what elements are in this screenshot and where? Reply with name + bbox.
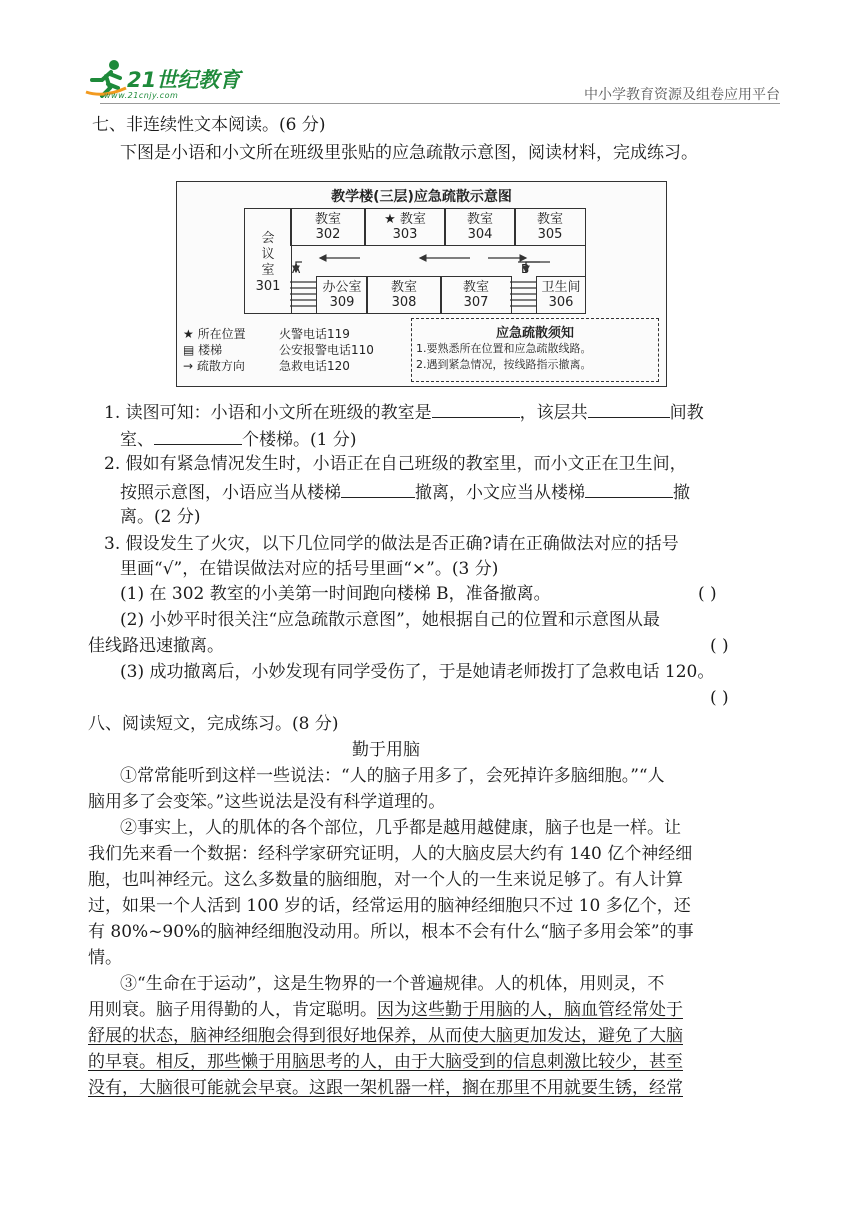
- phone-police: 公安报警电话110: [279, 343, 374, 357]
- paragraph-2: 过，如果一个人活到 100 岁的话，经常运用的脑神经细胞只不过 10 多亿个，还: [88, 896, 691, 916]
- underlined-passage: 舒展的状态，脑神经细胞会得到很好地保养，从而使大脑更加发达，避免了大脑: [88, 1026, 683, 1046]
- paragraph-1: ①常常能听到这样一些说法：“人的脑子用多了，会死掉许多脑细胞。”“人: [120, 766, 665, 786]
- article-title: 勤于用脑: [352, 740, 420, 760]
- question-1-line1: 1. 读图可知：小语和小文所在班级的教室是 ，该层共 间教: [104, 399, 704, 425]
- paragraph-2: 情。: [88, 948, 122, 968]
- paragraph-2: 我们先来看一个数据：经科学家研究证明，人的大脑皮层大约有 140 亿个神经细: [88, 844, 693, 864]
- room-307: 教室 307: [440, 276, 512, 314]
- paragraph-3: ③“生命在于运动”，这是生物界的一个普遍规律。人的机体，用则灵，不: [120, 974, 665, 994]
- answer-blank[interactable]: [154, 426, 242, 445]
- legend-stairs: ▤ 楼梯: [183, 343, 223, 357]
- phone-fire: 火警电话119: [279, 327, 350, 341]
- room-302: 教室 302: [290, 208, 366, 246]
- answer-blank[interactable]: [585, 479, 673, 498]
- phone-ambulance: 急救电话120: [279, 359, 350, 373]
- platform-name: 中小学教育资源及组卷应用平台: [584, 87, 780, 103]
- notice-item-1: 1.要熟悉所在位置和应急疏散线路。: [416, 342, 592, 355]
- answer-blank[interactable]: [588, 399, 670, 418]
- diagram-legend: [183, 326, 246, 374]
- header-divider: [100, 103, 780, 104]
- room-308: 教室 308: [366, 276, 442, 314]
- diagram-title: 教学楼(三层)应急疏散示意图: [331, 189, 512, 205]
- section7-intro: 下图是小语和小文所在班级里张贴的应急疏散示意图，阅读材料，完成练习。: [120, 143, 698, 163]
- paragraph-2: 胞，也叫神经元。这么多数量的脑细胞，对一个人的一生来说足够了。有人计算: [88, 870, 683, 890]
- question-3-line1: 3. 假设发生了火灾，以下几位同学的做法是否正确?请在正确做法对应的括号: [104, 534, 679, 554]
- section8-title: 八、阅读短文，完成练习。(8 分): [88, 714, 339, 734]
- question-2-line3: 离。(2 分): [120, 507, 201, 527]
- room-305: 教室 305: [514, 208, 586, 246]
- statement-2-paren[interactable]: ( ): [710, 636, 729, 656]
- paragraph-1: 脑用多了会变笨。”这些说法是没有科学道理的。: [88, 792, 446, 812]
- stair-a-label: A: [292, 262, 301, 276]
- paragraph-3: 用则衰。脑子用得勤的人，肯定聪明。因为这些勤于用脑的人，脑血管经常处于: [88, 1000, 683, 1020]
- emergency-phones: [279, 326, 374, 374]
- question-2-line1: 2. 假如有紧急情况发生时，小语正在自己班级的教室里，而小文正在卫生间，: [104, 454, 687, 474]
- statement-2-line2: 佳线路迅速撤离。: [88, 636, 224, 656]
- question-2-line2: 按照示意图，小语应当从楼梯 撤离，小文应当从楼梯 撤: [120, 479, 690, 505]
- statement-3: (3) 成功撤离后，小妙发现有同学受伤了，于是她请老师拨打了急救电话 120。: [120, 662, 715, 682]
- stair-a-icon: [290, 276, 316, 312]
- evacuation-arrows: [290, 244, 584, 276]
- paragraph-2: ②事实上，人的肌体的各个部位，几乎都是越用越健康，脑子也是一样。让: [120, 818, 681, 838]
- legend-direction: → 疏散方向: [183, 359, 245, 373]
- room-306: 卫生间 306: [536, 276, 586, 314]
- evacuation-notice: [411, 318, 659, 382]
- paragraph-2: 有 80%~90%的脑神经细胞没动用。所以，根本不会有什么“脑子多用会笨”的事: [88, 922, 694, 942]
- answer-blank[interactable]: [341, 479, 415, 498]
- legend-position: ★ 所在位置: [183, 327, 246, 341]
- room-304: 教室 304: [444, 208, 516, 246]
- room-309: 办公室 309: [316, 276, 368, 314]
- notice-item-2: 2.遇到紧急情况，按线路指示撤离。: [416, 358, 592, 371]
- statement-2-line1: (2) 小妙平时很关注“应急疏散示意图”，她根据自己的位置和示意图从最: [120, 610, 660, 630]
- logo-text: 21世纪教育: [127, 68, 241, 92]
- stair-b-icon: [510, 276, 536, 312]
- underlined-passage: 因为这些勤于用脑的人，脑血管经常处于: [377, 1000, 683, 1020]
- room-301: 会 议 室 301: [244, 208, 292, 314]
- underlined-passage: 没有，大脑很可能就会早衰。这跟一架机器一样，搁在那里不用就要生锈，经常: [88, 1078, 683, 1098]
- question-3-line2: 里画“√”，在错误做法对应的括号里画“×”。(3 分): [120, 559, 499, 579]
- section7-title: 七、非连续性文本阅读。(6 分): [92, 115, 326, 135]
- statement-1-paren[interactable]: ( ): [698, 584, 717, 604]
- logo-url: www.21cnjy.com: [104, 91, 179, 100]
- statement-3-paren[interactable]: ( ): [710, 688, 729, 708]
- room-303: ★ 教室 303: [364, 208, 446, 246]
- evacuation-diagram: [176, 181, 667, 387]
- question-1-line2: 室、 个楼梯。(1 分): [120, 426, 356, 452]
- underlined-passage: 的早衰。相反，那些懒于用脑思考的人，由于大脑受到的信息刺激比较少，甚至: [88, 1052, 683, 1072]
- statement-1: (1) 在 302 教室的小美第一时间跑向楼梯 B，准备撤离。: [120, 584, 551, 604]
- stair-b-label: B: [521, 262, 530, 276]
- notice-title: 应急疏散须知: [495, 326, 574, 341]
- answer-blank[interactable]: [432, 399, 520, 418]
